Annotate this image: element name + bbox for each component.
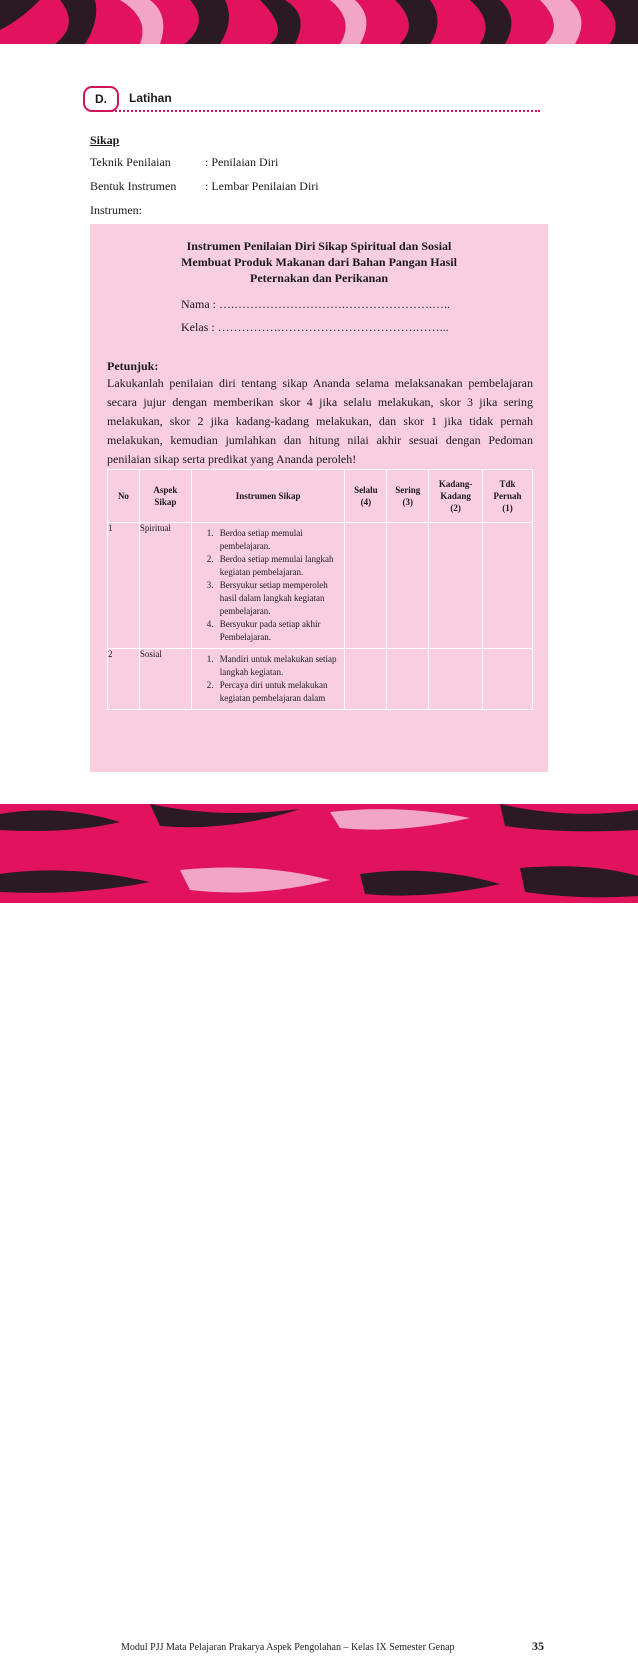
bottom-zebra-band <box>0 804 638 1653</box>
kelas-field: Kelas : …………….…………………………….……... <box>181 320 449 334</box>
bentuk-value: : Lembar Penilaian Diri <box>205 179 319 193</box>
nama-field: Nama : ….……………………….………………….….. <box>181 297 450 311</box>
section-title: Latihan <box>129 91 172 105</box>
list-item: 2. Berdoa setiap memulai langkah kegiatan pembelajaran. <box>216 553 341 579</box>
instrument-title-line: Membuat Produk Makanan dari Bahan Pangan Hasil <box>181 255 457 269</box>
top-zebra-band <box>0 0 638 44</box>
header-selalu-line: Selalu <box>354 485 378 495</box>
header-aspek-line: Sikap <box>154 497 177 507</box>
score-cell[interactable] <box>429 649 483 710</box>
header-tdk-line: Tdk <box>499 479 516 489</box>
footer-box <box>94 1630 548 1666</box>
instrument-title-line: Instrumen Penilaian Diri Sikap Spiritual dan Sosial <box>186 239 452 253</box>
row-instrumen <box>191 523 345 649</box>
header-aspek-line: Aspek <box>153 485 178 495</box>
instrument-box <box>90 224 548 772</box>
header-tdk-pernah <box>483 470 533 523</box>
header-instrumen: Instrumen Sikap <box>191 470 345 523</box>
header-kadang-line: Kadang <box>440 491 471 501</box>
teknik-value: : Penilaian Diri <box>205 155 279 169</box>
header-kadang-line: (2) <box>450 503 461 513</box>
table-header-row <box>108 470 533 523</box>
sikap-heading: Sikap <box>90 133 120 147</box>
header-sering <box>387 470 429 523</box>
row-no: 1 <box>108 523 140 649</box>
footer-text: Modul PJJ Mata Pelajaran Prakarya Aspek Pengolahan – Kelas IX Semester Genap <box>121 1642 455 1653</box>
page-number: 35 <box>532 1639 544 1653</box>
list-item: 1. Berdoa setiap memulai pembelajaran. <box>216 527 341 553</box>
header-tdk-line: (1) <box>502 503 513 513</box>
petunjuk-heading: Petunjuk: <box>107 359 159 373</box>
instrument-title <box>90 238 548 286</box>
row-aspek: Spiritual <box>139 523 191 649</box>
instrumen-list <box>192 523 345 648</box>
instrument-title-line: Peternakan dan Perikanan <box>249 271 388 285</box>
table-row <box>108 649 533 710</box>
header-sering-line: (3) <box>402 497 413 507</box>
section-divider <box>108 110 540 112</box>
score-cell[interactable] <box>345 523 387 649</box>
table-row <box>108 523 533 649</box>
list-item: 4. Bersyukur pada setiap akhir Pembelajaran. <box>216 618 341 644</box>
score-cell[interactable] <box>483 523 533 649</box>
row-instrumen <box>191 649 345 710</box>
petunjuk-text: Lakukanlah penilaian diri tentang sikap Ananda selama melaksanakan pembelajaran secara jujur dengan memberikan skor 4 jika selalu melakukan, skor 3 jika sering melakukan, skor 2 jika kadang-kadang melakukan, dan skor 1 jika tidak pernah melakukan, kemudian jumlahkan dan hitung nilai akhir sesuai dengan Pedoman penilaian sikap serta predikat yang Ananda peroleh! <box>107 376 533 466</box>
section-letter: D. <box>95 92 107 106</box>
sikap-table <box>107 469 533 710</box>
header-kadang-line: Kadang- <box>438 479 473 489</box>
row-aspek: Sosial <box>139 649 191 710</box>
score-cell[interactable] <box>345 649 387 710</box>
header-selalu-line: (4) <box>360 497 372 507</box>
teknik-label: Teknik Penilaian <box>90 155 171 169</box>
score-cell[interactable] <box>387 649 429 710</box>
header-sering-line: Sering <box>395 485 421 495</box>
header-no: No <box>108 470 140 523</box>
header-kadang <box>429 470 483 523</box>
list-item: 1. Mandiri untuk melakukan setiap langkah kegiatan. <box>216 653 341 679</box>
score-cell[interactable] <box>387 523 429 649</box>
section-badge <box>83 86 119 112</box>
list-item: 3. Bersyukur setiap memperoleh hasil dalam langkah kegiatan pembelajaran. <box>216 579 341 618</box>
row-no: 2 <box>108 649 140 710</box>
bentuk-label: Bentuk Instrumen <box>90 179 177 193</box>
instrumen-list <box>192 649 345 709</box>
score-cell[interactable] <box>429 523 483 649</box>
instrumen-label: Instrumen: <box>90 203 142 217</box>
score-cell[interactable] <box>483 649 533 710</box>
header-tdk-line: Pernah <box>493 491 522 501</box>
list-item: 2. Percaya diri untuk melakukan kegiatan pembelajaran dalam <box>216 679 341 705</box>
header-aspek <box>139 470 191 523</box>
header-selalu <box>345 470 387 523</box>
